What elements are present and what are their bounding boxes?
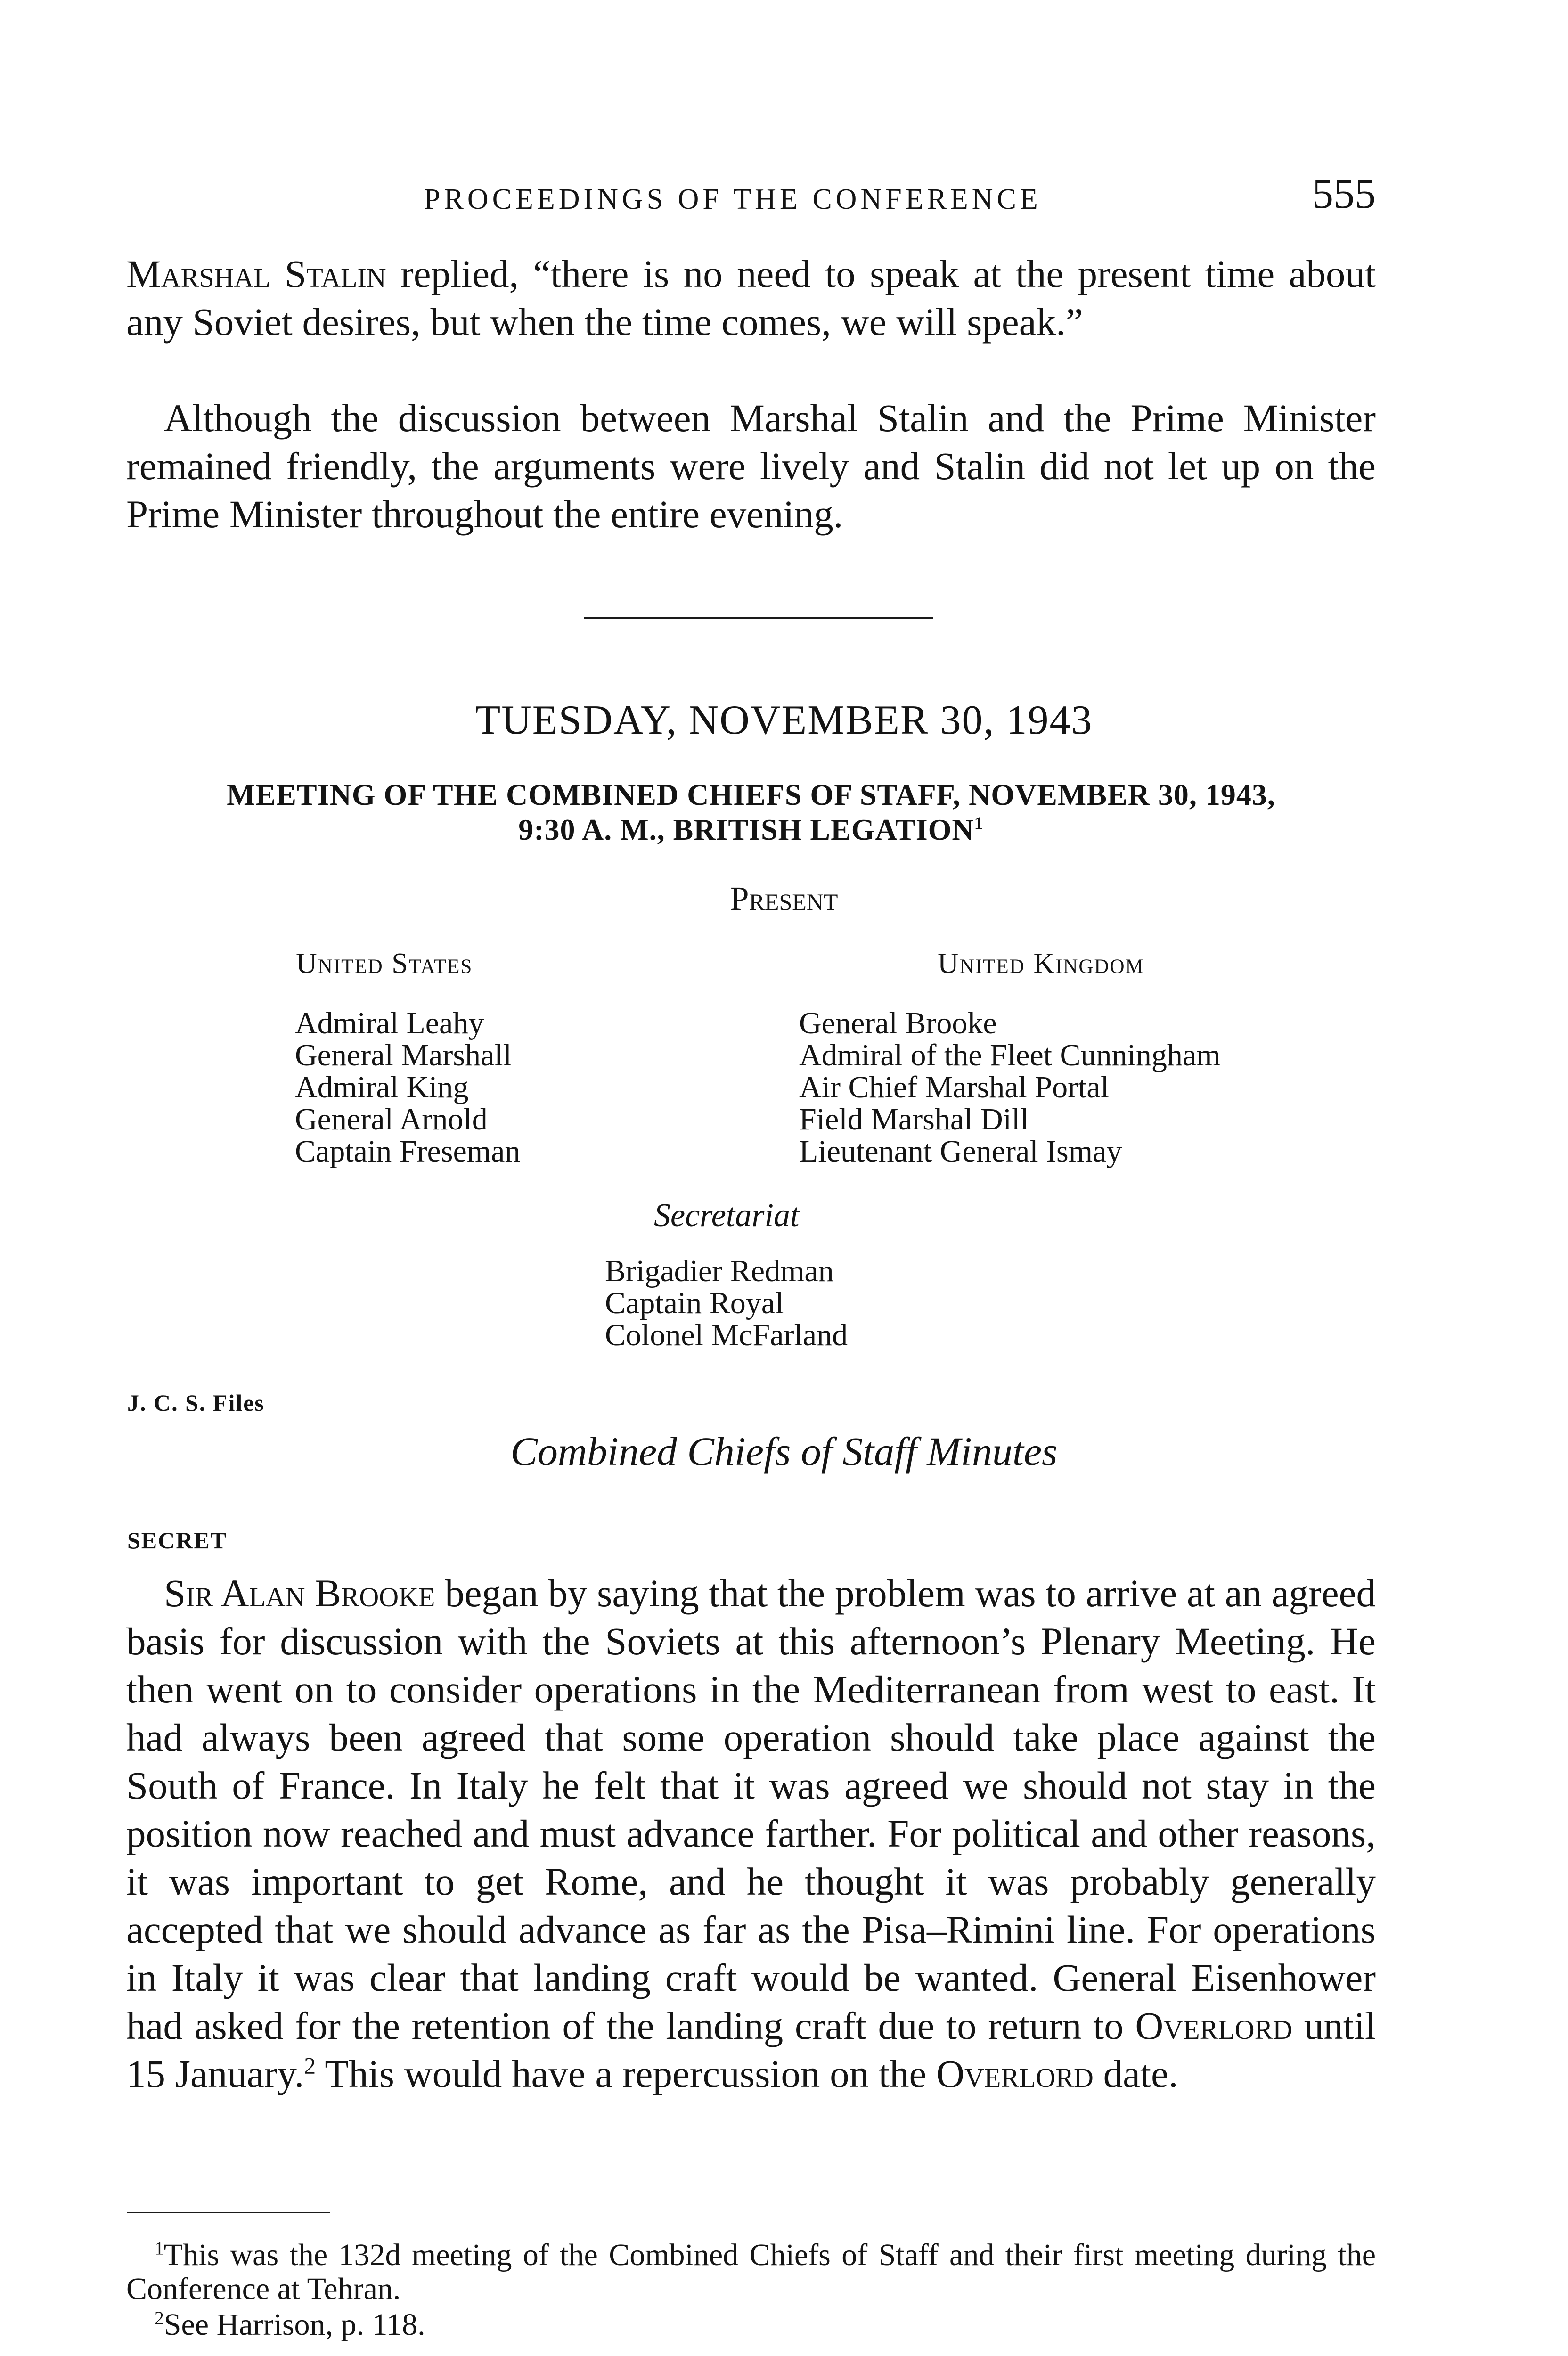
meeting-heading-line2 [126, 812, 1376, 847]
paragraph-brooke [126, 1569, 1376, 2098]
united-kingdom-members [799, 1007, 1221, 1168]
paragraph-text: until 15 January. [126, 2004, 1376, 2095]
meeting-heading-text: 9:30 A. M., BRITISH LEGATION [518, 813, 974, 846]
united-states-members [295, 1007, 520, 1168]
united-states-heading: United States [296, 948, 473, 980]
paragraph-text: date. [1093, 2052, 1178, 2095]
member-name: Brigadier Redman [605, 1254, 834, 1288]
footnote-number: 1 [155, 2238, 164, 2258]
meeting-heading-line1: MEETING OF THE COMBINED CHIEFS OF STAFF, NOVEMBER 30, 1943, [227, 778, 1275, 811]
present-label: Present [730, 880, 838, 917]
member-name: Colonel McFarland [605, 1318, 848, 1352]
member-name: Admiral of the Fleet Cunningham [799, 1038, 1221, 1072]
footnote-divider [127, 2212, 330, 2213]
paragraph-stalin-reply [126, 250, 1376, 346]
member-name: General Brooke [799, 1006, 997, 1040]
paragraph-text: This would have a repercussion on the [316, 2052, 937, 2095]
member-name: Admiral Leahy [295, 1006, 484, 1040]
secretariat-label: Secretariat [654, 1197, 800, 1234]
page-number: 555 [1312, 171, 1376, 217]
footnote-text: See Harrison, p. 118. [163, 2307, 425, 2342]
member-name: Lieutenant General Ismay [799, 1134, 1122, 1169]
paragraph-discussion: Although the discussion between Marshal Stalin and the Prime Minister remained friendly, the arguments were lively and Stalin did not let up on the Prime Minister throughout the entire evening. [126, 396, 1376, 536]
section-divider [584, 617, 933, 619]
paragraph-text: began by saying that the problem was to arrive at an agreed basis for discussion with the Soviets at this afternoon’s Plenary Meeting. He then went on to consider operations in the Mediterranean from west to east. It had always been agreed that some operation should take place against the South of France. In Italy he felt that it was agreed we should not stay in the position now reached and must advance farther. For political and other reasons, it was important to get Rome, and he thought it was probably generally accepted that we should advance as far as the Pisa–Rimini line. For operations in Italy it was clear that landing craft would be wanted. General Eisenhower had asked for the retention of the landing craft due to return to [126, 1571, 1376, 2047]
classification-label: SECRET [127, 1527, 228, 1554]
date-heading: TUESDAY, NOVEMBER 30, 1943 [475, 697, 1093, 743]
footnote-ref: 1 [974, 813, 984, 834]
codeword: Overlord [1135, 2004, 1293, 2047]
running-head: PROCEEDINGS OF THE CONFERENCE [424, 183, 1042, 215]
speaker-name: Sir Alan Brooke [164, 1571, 435, 1615]
codeword: Overlord [936, 2052, 1094, 2095]
footnote-ref: 2 [304, 2053, 316, 2079]
member-name: Captain Freseman [295, 1134, 521, 1169]
paragraph-text: replied, “there is no need to speak at the present time about any Soviet desires, but when the time comes, we will speak.” [126, 252, 1376, 344]
footnote-text: This was the 132d meeting of the Combined Chiefs of Staff and their first meeting during the Conference at Tehran. [126, 2238, 1376, 2306]
member-name: Air Chief Marshal Portal [799, 1070, 1110, 1104]
footnote-2 [126, 2308, 1376, 2342]
member-name: General Marshall [295, 1038, 512, 1072]
member-name: Admiral King [295, 1070, 469, 1104]
united-kingdom-heading: United Kingdom [938, 948, 1144, 980]
source-label: J. C. S. Files [127, 1390, 265, 1416]
member-name: Field Marshal Dill [799, 1102, 1029, 1137]
meeting-heading [126, 777, 1376, 847]
footnote-number: 2 [155, 2307, 164, 2328]
footnote-1 [126, 2238, 1376, 2306]
member-name: Captain Royal [605, 1286, 784, 1320]
member-name: General Arnold [295, 1102, 488, 1137]
secretariat-members [605, 1255, 848, 1351]
speaker-name: Marshal Stalin [126, 252, 386, 295]
document-title: Combined Chiefs of Staff Minutes [510, 1429, 1058, 1474]
